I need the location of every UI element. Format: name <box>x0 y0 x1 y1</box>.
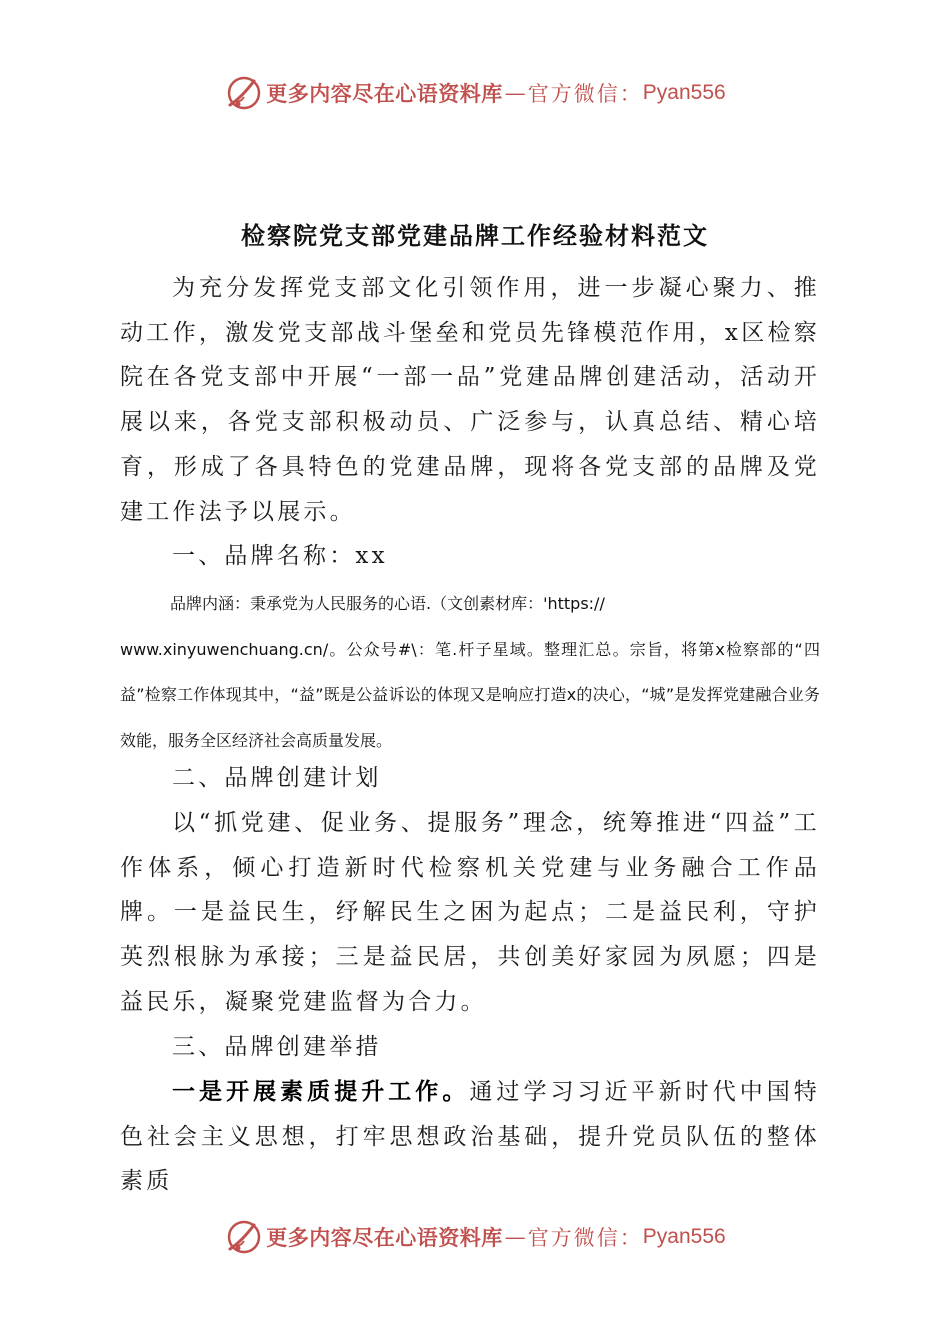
section2-heading: 二、品牌创建计划 <box>172 765 382 791</box>
section1-heading: 一、品牌名称：xx <box>172 543 388 569</box>
section1-note <box>120 581 820 763</box>
banner-contact-id: Pyan556 <box>642 81 726 104</box>
section3-lead: 一是开展素质提升工作。 <box>172 1078 470 1105</box>
intro-paragraph: 为充分发挥党支部文化引领作用，进一步凝心聚力、推动工作，激发党支部战斗堡垒和党员先锋模范作用，x区检察院在各党支部中开展“一部一品”党建品牌创建活动，活动开展以来，各党支部积极动员、广泛参与，认真总结、精心培育，形成了各具特色的党建品牌，现将各党支部的品牌及党建工作法予以展示。 <box>120 275 820 525</box>
footer-watermark-banner <box>0 1212 950 1262</box>
section2-body: 以“抓党建、促业务、提服务”理念，统筹推进“四益”工作体系，倾心打造新时代检察机关党建与业务融合工作品牌。一是益民生，纾解民生之困为起点；二是益民利，守护英烈根脉为承接；三是益民居，共创美好家园为夙愿；四是益民乐，凝聚党建监督为合力。 <box>120 810 820 1015</box>
brush-logo-icon <box>224 1217 264 1257</box>
section3-body: 通过学习习近平新时代中国特色社会主义思想，打牢思想政治基础，提升党员队伍的整体素质 <box>120 1079 821 1195</box>
section1-note-rest: www.xinyuwenchuang.cn/。公众号#\：笔.杆子星域。整理汇总。宗旨，将第x检察部的“四益”检察工作体现其中，“益”既是公益诉讼的体现又是响应打造x的决心，“城”是发挥党建融合业务效能，服务全区经济社会高质量发展。 <box>120 639 820 750</box>
banner-contact-label: 官方微信： <box>527 1226 643 1250</box>
document-title: 检察院党支部党建品牌工作经验材料范文 <box>241 221 709 250</box>
section1-note-line1: 品牌内涵：秉承党为人民服务的心语.（文创素材库：'https:// <box>170 594 605 613</box>
banner-contact-id: Pyan556 <box>642 1225 726 1248</box>
banner-text: 更多内容尽在心语资料库 <box>266 81 503 106</box>
header-watermark-banner <box>0 68 950 118</box>
banner-separator: — <box>504 81 526 105</box>
banner-text: 更多内容尽在心语资料库 <box>266 1225 503 1250</box>
section3-body-paragraph <box>120 1070 820 1204</box>
section3-heading: 三、品牌创建举措 <box>172 1034 382 1060</box>
banner-contact-label: 官方微信： <box>527 82 643 106</box>
brush-logo-icon <box>224 73 264 113</box>
banner-separator: — <box>504 1225 526 1249</box>
